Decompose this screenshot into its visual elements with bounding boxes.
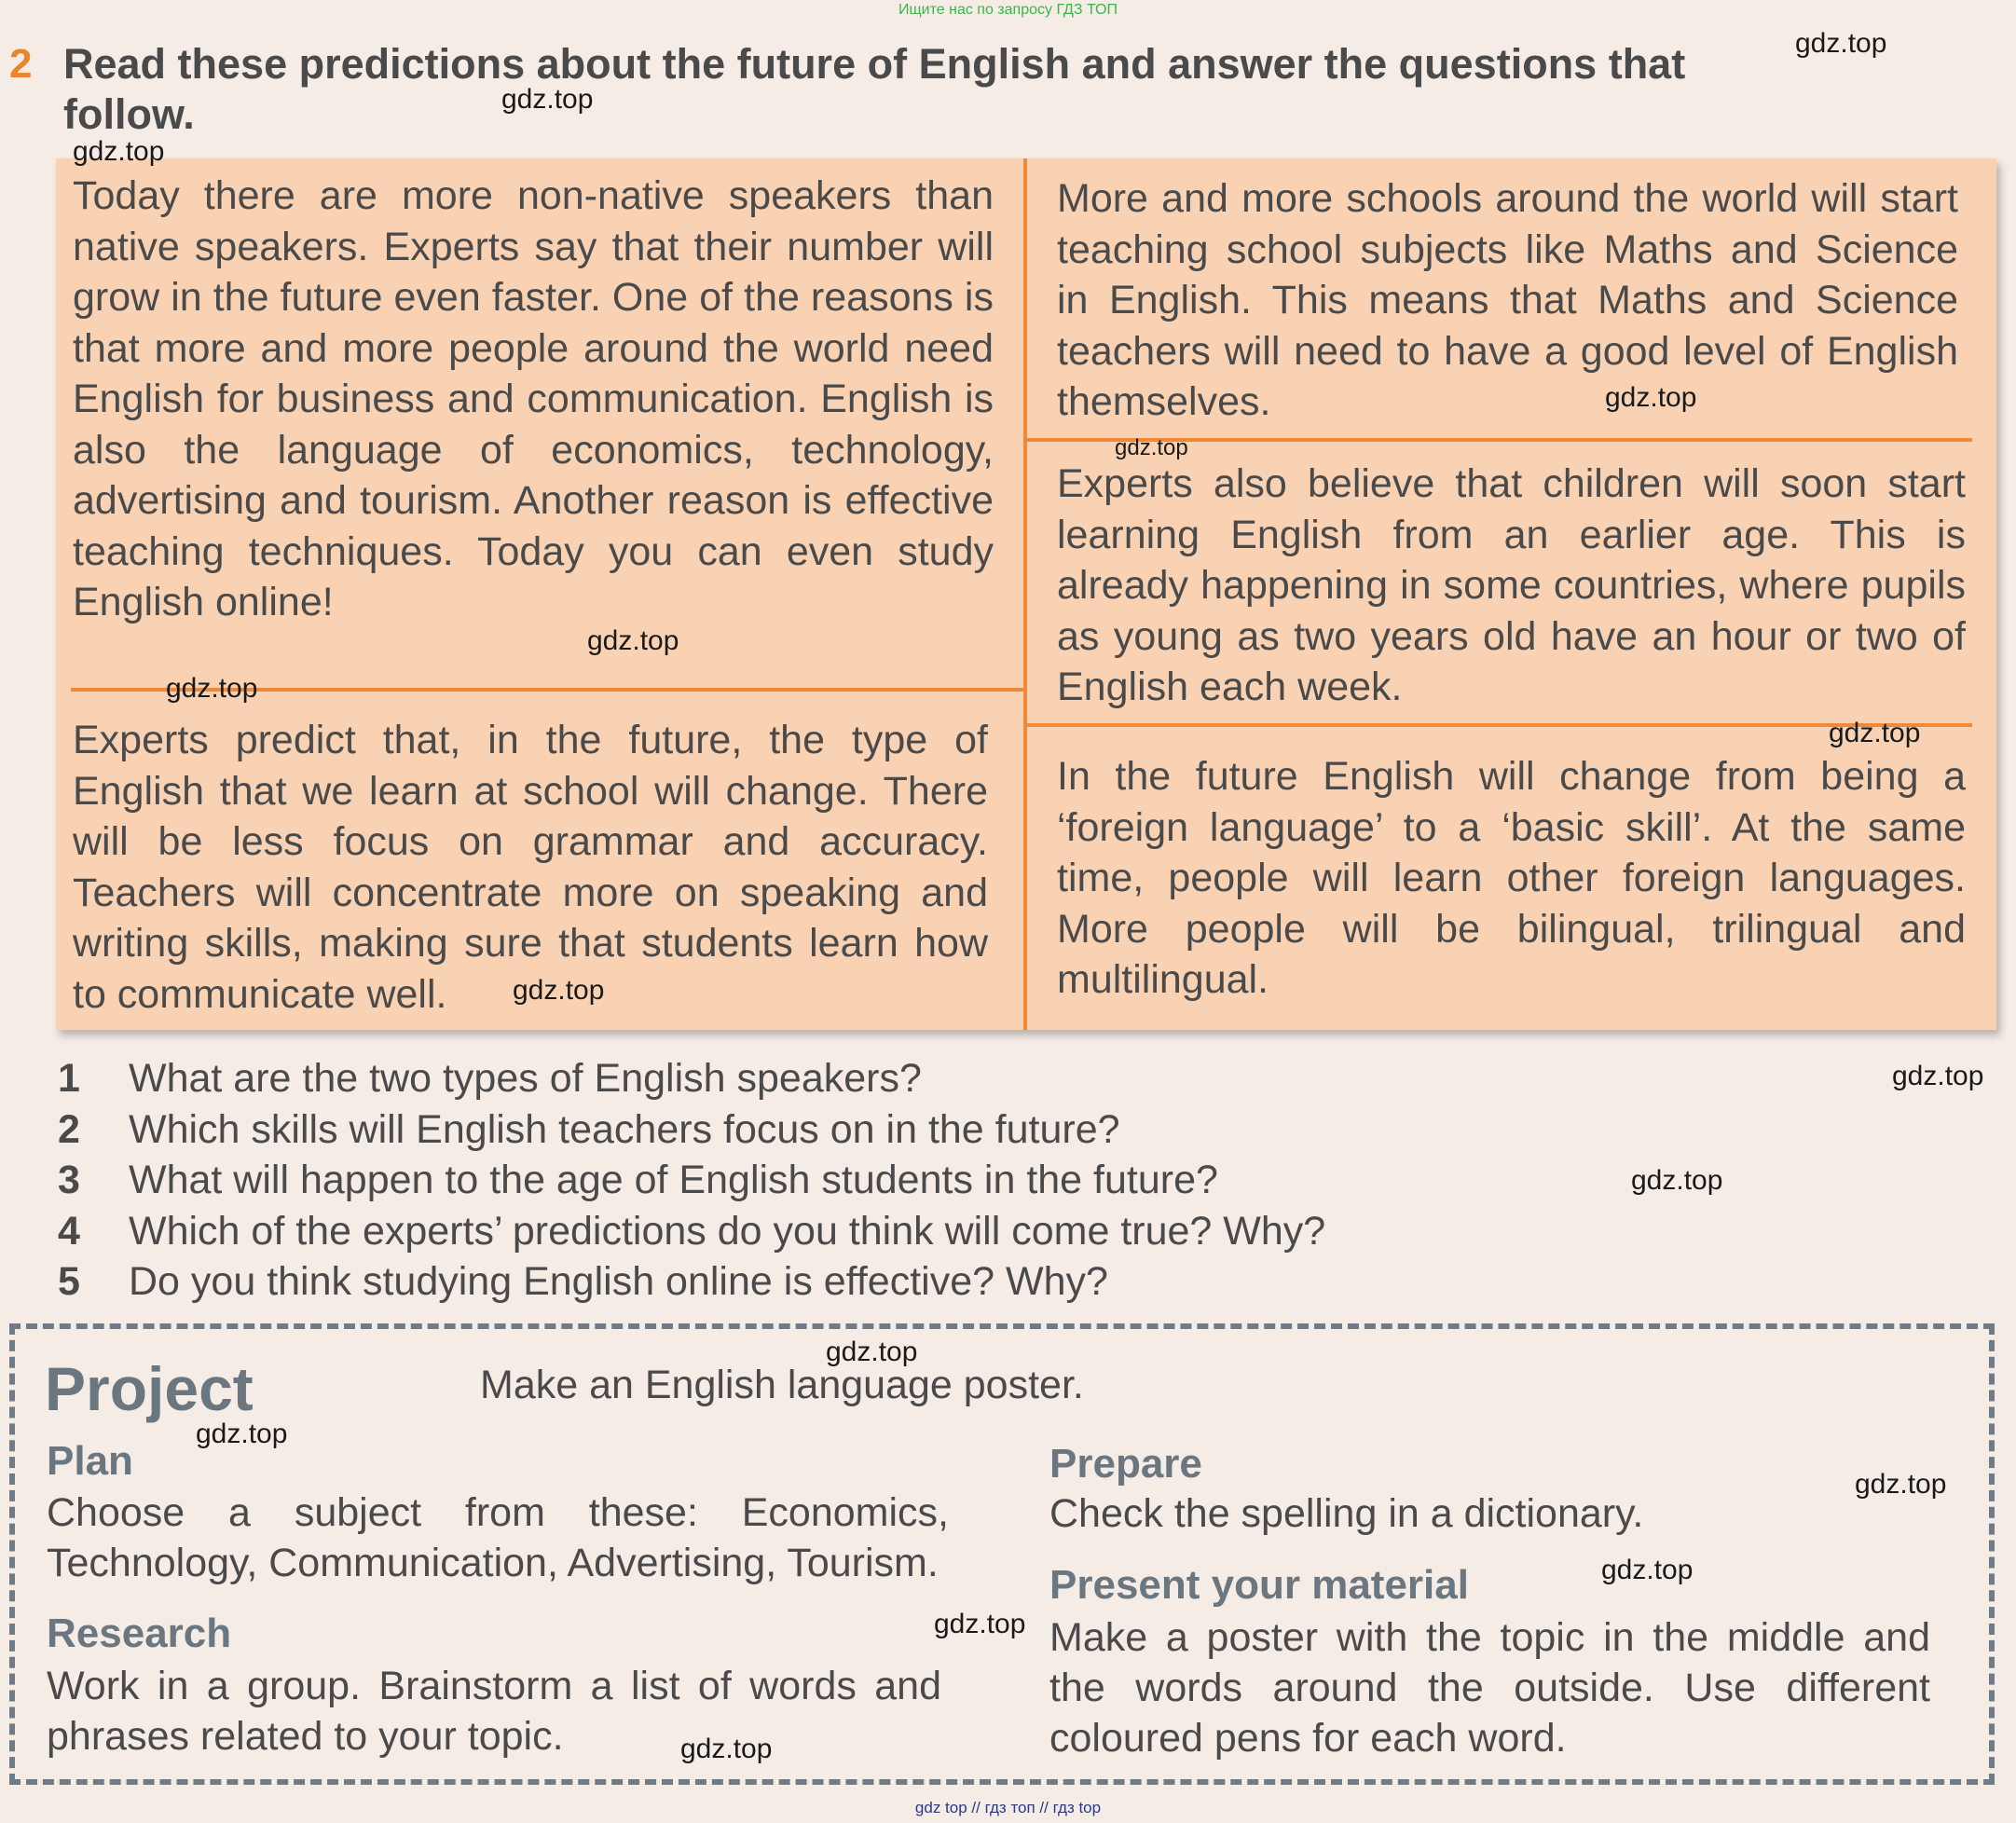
watermark: gdz.top xyxy=(1115,435,1188,460)
watermark: gdz.top xyxy=(513,975,605,1006)
project-intro: Make an English language poster. xyxy=(480,1363,1084,1407)
watermark: gdz.top xyxy=(1631,1165,1723,1196)
prediction-text-right-bottom: In the future English will change from being a ‘foreign language’ to a ‘basic skill’. At the same time, people will learn other foreign languages. More people will be bilingual, trilingual and multilingual. xyxy=(1057,754,1966,1002)
watermark: gdz.top xyxy=(1829,718,1921,748)
watermark: gdz.top xyxy=(166,673,258,704)
watermark: gdz.top xyxy=(73,136,165,167)
research-heading: Research xyxy=(47,1611,232,1656)
present-text: Make a poster with the topic in the middle and the words around the outside. Use different coloured pens for each word. xyxy=(1049,1615,1930,1761)
prediction-text-left-top: Today there are more non-native speakers than native speakers. Experts say that their number will grow in the future even faster. One of the reasons is that more and more people around the world need English for business and communication. English is also the language of economics, technology, advertising and tourism. Another reason is effective teaching techniques. Today you can even study English online! xyxy=(73,173,994,624)
exercise-title: Read these predictions about the future of English and answer the questions that follow. xyxy=(63,40,1686,138)
question-item: 2 Which skills will English teachers focus on in the future? xyxy=(58,1106,1120,1152)
questions-list xyxy=(58,1053,1735,1308)
watermark: gdz.top xyxy=(1605,382,1697,413)
watermark: gdz.top xyxy=(934,1609,1026,1639)
question-item: 3 What will happen to the age of English students in the future? xyxy=(58,1158,1218,1202)
research-text: Work in a group. Brainstorm a list of words and phrases related to your topic. xyxy=(47,1664,941,1759)
present-heading: Present your material xyxy=(1049,1562,1469,1608)
watermark: gdz.top xyxy=(587,625,679,656)
watermark: gdz.top xyxy=(1892,1061,1984,1091)
prediction-text-right-top: More and more schools around the world will start teaching school subjects like Maths and Science in English. This means that Maths and Science teachers will need to have a good level of English themselves. xyxy=(1057,176,1958,424)
watermark: gdz.top xyxy=(826,1336,918,1367)
watermark: gdz.top xyxy=(1795,28,1887,59)
plan-heading: Plan xyxy=(47,1438,133,1484)
watermark: gdz.top xyxy=(501,84,594,115)
watermark: gdz.top xyxy=(196,1419,288,1449)
plan-text: Choose a subject from these: Economics, Technology, Communication, Advertising, Tourism. xyxy=(47,1490,949,1585)
top-banner[interactable]: Ищите нас по запросу ГДЗ ТОП xyxy=(898,2,1118,18)
question-item: 1 What are the two types of English speakers? xyxy=(58,1056,922,1101)
exercise-number: 2 xyxy=(9,41,33,87)
watermark: gdz.top xyxy=(1855,1469,1947,1500)
bottom-banner[interactable]: gdz top // гдз топ // гдз top xyxy=(914,1799,1102,1816)
prepare-heading: Prepare xyxy=(1049,1441,1202,1487)
question-item: 4 Which of the experts’ predictions do you think will come true? Why? xyxy=(58,1208,1326,1254)
question-item: 5 Do you think studying English online is effective? Why? xyxy=(58,1259,1108,1304)
panel-divider-vertical xyxy=(1023,158,1027,1030)
watermark: gdz.top xyxy=(1601,1555,1694,1585)
watermark: gdz.top xyxy=(680,1734,773,1764)
prepare-text: Check the spelling in a dictionary. xyxy=(1049,1491,1644,1536)
prediction-text-right-middle: Experts also believe that children will soon start learning English from an earlier age. This is already happening in some countries, where pupils as young as two years old have an hour or two of English each week. xyxy=(1057,461,1966,709)
project-title: Project xyxy=(45,1354,254,1423)
prediction-text-left-bottom: Experts predict that, in the future, the type of English that we learn at school will change. There will be less focus on grammar and accuracy. Teachers will concentrate more on speaking and writing skills, making sure that students learn how to communicate well. xyxy=(73,718,988,1017)
